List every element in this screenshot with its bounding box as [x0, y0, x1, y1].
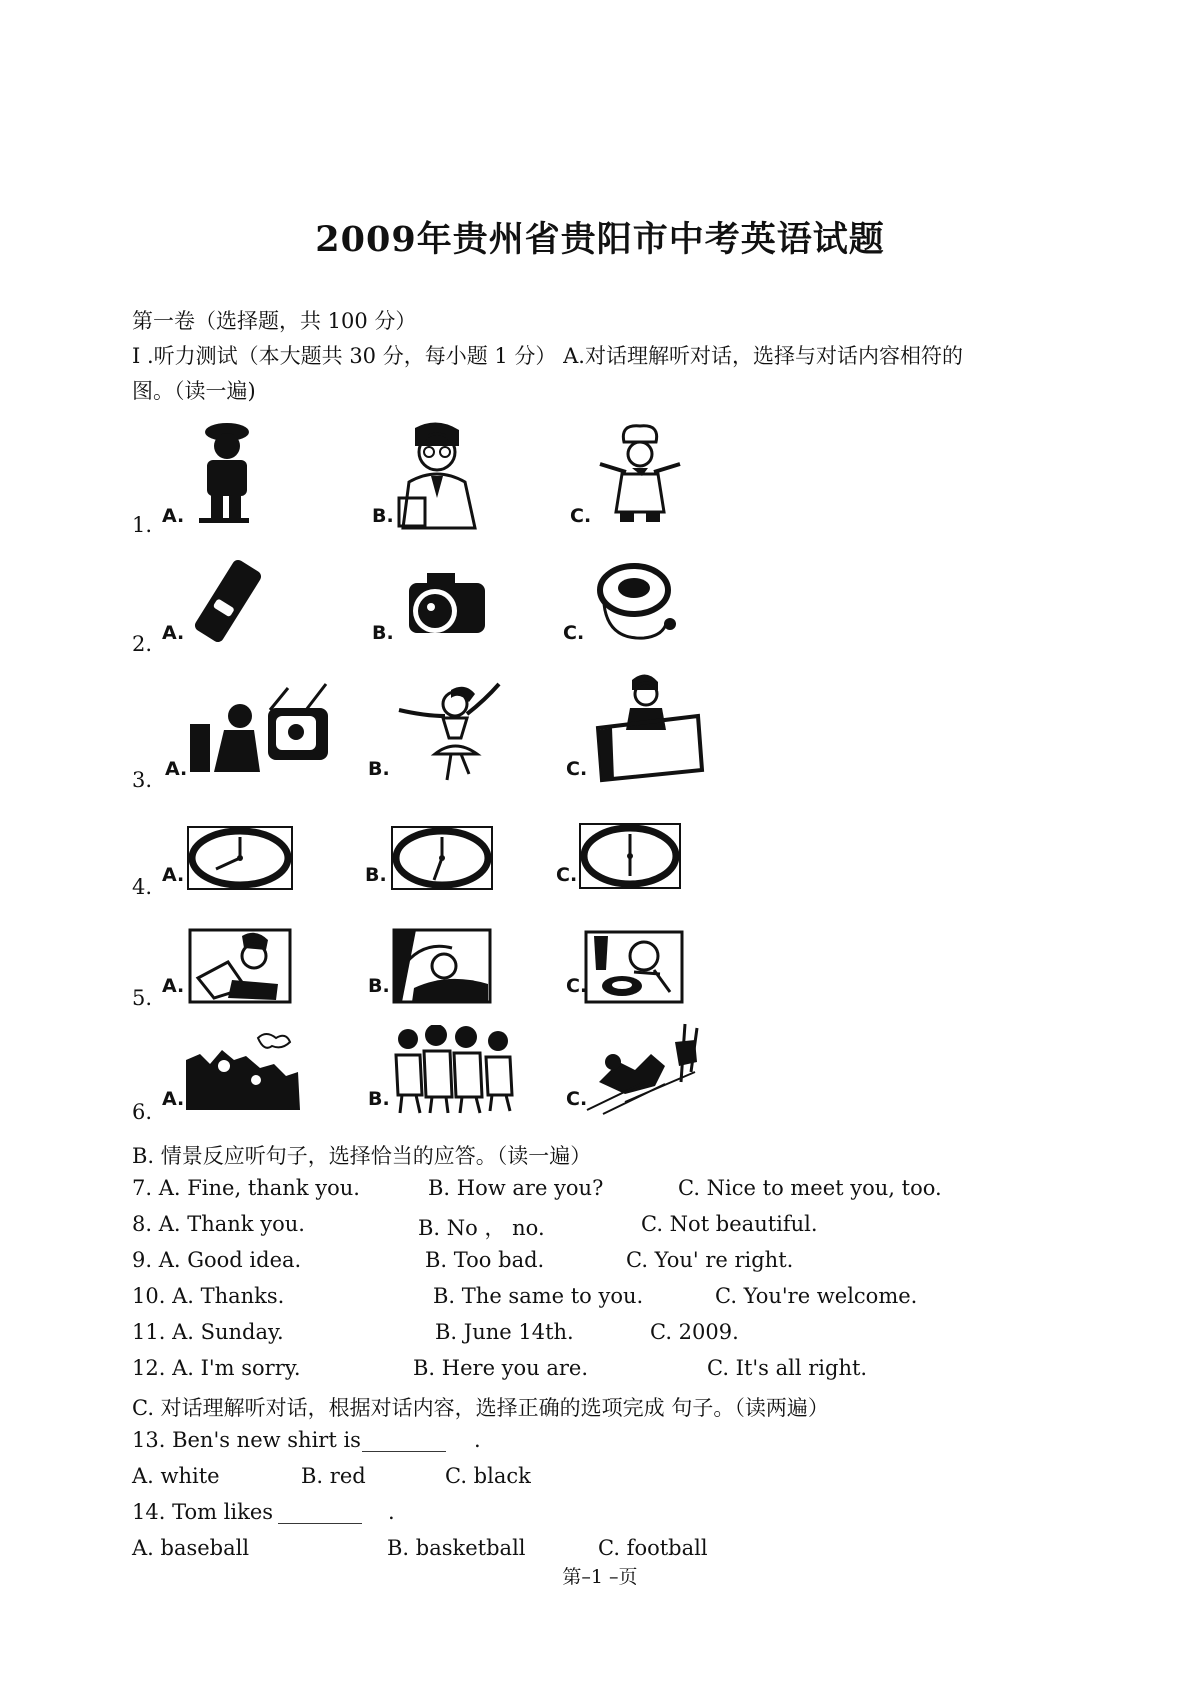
volume-heading: 第一卷（选择题，共 100 分）	[132, 309, 417, 333]
option-label: C.	[556, 864, 578, 886]
doctor-icon	[385, 420, 490, 530]
q8-option-a: 8. A. Thank you.	[132, 1212, 305, 1236]
q11-option-b: B. June 14th.	[435, 1320, 574, 1344]
section-b-heading: B. 情景反应听句子，选择恰当的应答。（读一遍）	[132, 1144, 592, 1168]
q7-option-a: 7. A. Fine, thank you.	[132, 1176, 360, 1200]
option-label: B.	[368, 758, 390, 780]
option-label: C.	[566, 975, 588, 997]
q9-option-b: B. Too bad.	[425, 1248, 545, 1272]
question-number: 2.	[132, 632, 153, 656]
option-label: A.	[162, 975, 185, 997]
q11-option-c: C. 2009.	[650, 1320, 739, 1344]
q9-option-c: C. You' re right.	[626, 1248, 794, 1272]
question-number: 1.	[132, 513, 153, 537]
q14-option-a: A. baseball	[132, 1536, 250, 1560]
section1-instruction-line1: I .听力测试（本大题共 30 分，每小题 1 分） A.对话理解听对话，选择与对话内容相符的	[132, 344, 963, 368]
mobile-phone-icon	[188, 556, 268, 646]
q13-option-a: A. white	[132, 1464, 220, 1488]
q10-option-b: B. The same to you.	[433, 1284, 644, 1308]
q10-option-c: C. You're welcome.	[715, 1284, 918, 1308]
q13-option-b: B. red	[301, 1464, 366, 1488]
option-label: B.	[372, 622, 394, 644]
option-label: B.	[368, 1088, 390, 1110]
q14-period: .	[388, 1500, 395, 1524]
boy-sleeping-icon	[392, 928, 492, 1004]
option-label: A.	[162, 1088, 185, 1110]
q8-option-b: B. No ， no.	[418, 1216, 545, 1240]
question-number: 4.	[132, 875, 153, 899]
q12-option-b: B. Here you are.	[413, 1356, 589, 1380]
cd-player-icon	[590, 560, 685, 650]
skiing-icon	[585, 1022, 705, 1116]
option-label: A.	[162, 622, 185, 644]
q14-answer-blank: ________	[278, 1500, 362, 1524]
clock-icon	[186, 825, 294, 891]
watching-tv-icon	[188, 680, 338, 780]
policeman-icon	[185, 420, 265, 525]
q10-option-a: 10. A. Thanks.	[132, 1284, 285, 1308]
children-group-icon	[390, 1025, 520, 1115]
q13-period: .	[474, 1428, 481, 1452]
option-label: A.	[165, 758, 188, 780]
camera-icon	[395, 565, 495, 645]
q13-stem: 13. Ben's new shirt is	[132, 1428, 361, 1452]
boy-writing-icon	[188, 928, 292, 1004]
option-label: C.	[566, 1088, 588, 1110]
option-label: C.	[566, 758, 588, 780]
q12-option-a: 12. A. I'm sorry.	[132, 1356, 301, 1380]
section1-instruction-line2: 图。（读一遍)	[132, 379, 256, 403]
q8-option-c: C. Not beautiful.	[641, 1212, 818, 1236]
option-label: C.	[570, 505, 592, 527]
chef-icon	[590, 420, 690, 525]
question-number: 5.	[132, 986, 153, 1010]
page-number-footer: 第–1 –页	[562, 1566, 638, 1588]
q14-option-c: C. football	[598, 1536, 708, 1560]
crowd-icon	[186, 1030, 302, 1112]
clock-icon	[390, 825, 494, 891]
q14-stem: 14. Tom likes	[132, 1500, 274, 1524]
q13-answer-blank: ________	[362, 1428, 446, 1452]
option-label: A.	[162, 505, 185, 527]
option-label: B.	[368, 975, 390, 997]
option-label: A.	[162, 864, 185, 886]
page-title: 2009年贵州省贵阳市中考英语试题	[315, 219, 885, 260]
option-label: B.	[365, 864, 387, 886]
boy-eating-icon	[584, 930, 684, 1004]
q11-option-a: 11. A. Sunday.	[132, 1320, 284, 1344]
q7-option-c: C. Nice to meet you, too.	[678, 1176, 942, 1200]
section-c-heading: C. 对话理解听对话，根据对话内容，选择正确的选项完成 句子。（读两遍）	[132, 1396, 829, 1420]
question-number: 3.	[132, 768, 153, 792]
q9-option-a: 9. A. Good idea.	[132, 1248, 302, 1272]
q13-option-c: C. black	[445, 1464, 531, 1488]
question-number: 6.	[132, 1100, 153, 1124]
option-label: B.	[372, 505, 394, 527]
dancing-girl-icon	[395, 680, 515, 785]
option-label: C.	[563, 622, 585, 644]
q14-option-b: B. basketball	[387, 1536, 526, 1560]
q7-option-b: B. How are you?	[428, 1176, 604, 1200]
clock-icon	[578, 822, 682, 890]
q12-option-c: C. It's all right.	[707, 1356, 868, 1380]
boy-at-desk-icon	[592, 670, 712, 785]
